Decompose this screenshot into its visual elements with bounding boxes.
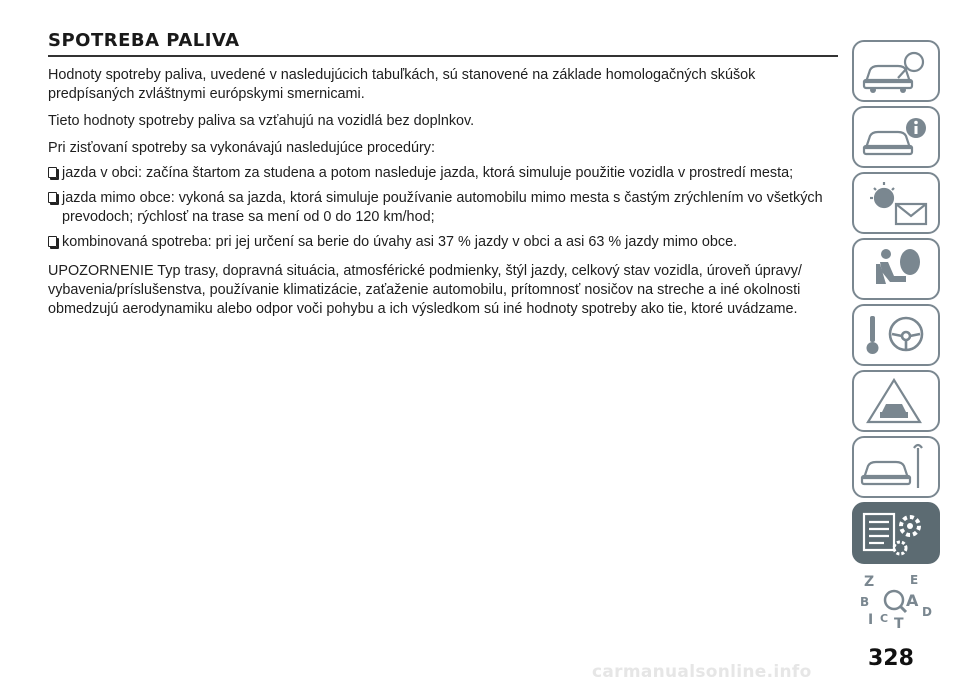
index-letter: Z: [864, 574, 875, 590]
list-gears-icon: [854, 504, 938, 562]
alphabet-index-icon: [854, 570, 938, 628]
index-letter: D: [922, 605, 932, 619]
chapter-tab-technical-data[interactable]: [852, 502, 940, 564]
chapter-tab-dashboard[interactable]: [852, 40, 940, 102]
car-info-icon: [854, 108, 938, 166]
index-letter: A: [906, 591, 919, 610]
index-letter: I: [868, 612, 874, 628]
warning-light-envelope-icon: [854, 174, 938, 232]
chapter-tab-emergency[interactable]: [852, 370, 940, 432]
seat-airbag-icon: [854, 240, 938, 298]
procedures-paragraph: Pri zisťovaní spotreby sa vykonávajú nasledujúce procedúry:: [48, 140, 435, 156]
chapter-tab-starting-driving[interactable]: [852, 304, 940, 366]
car-search-icon: [854, 42, 938, 100]
chapter-tab-maintenance[interactable]: [852, 436, 940, 498]
chapter-tab-index[interactable]: [852, 568, 940, 630]
procedure-list: [48, 164, 838, 252]
chapter-tab-warnings[interactable]: [852, 172, 940, 234]
section-title: SPOTREBA PALIVA: [48, 30, 838, 57]
checkbox-bullet-icon: [48, 167, 57, 178]
warning-note: UPOZORNENIE Typ trasy, dopravná situácia, atmosférické podmienky, štýl jazdy, celkový stav vozidla, úroveň úpravy/ vybavenia/príslušenstva, používanie klimatizácie, zaťaženie automobilu, prítomnosť nosičov na streche a iné okolnosti obmedzujú aerodynamiku alebo odpor voči pohybu a ich výsledkom sú iné hodnoty spotreby ako tie, ktoré uvádzame.: [48, 263, 802, 317]
watermark: carmanualsonline.info: [592, 662, 812, 682]
scope-paragraph: Tieto hodnoty spotreby paliva sa vzťahujú na vozidlá bez doplnkov.: [48, 113, 475, 129]
list-item: [48, 233, 838, 252]
index-letter: T: [894, 616, 904, 628]
chapter-tab-getting-to-know[interactable]: [852, 106, 940, 168]
list-item: [48, 164, 838, 183]
car-wrench-icon: [854, 438, 938, 496]
list-item-text: jazda mimo obce: vykoná sa jazda, ktorá simuluje používanie automobilu mimo mesta s častým zrýchlením vo všetkých prevodoch; rýchlosť na trase sa mení od 0 do 120 km/hod;: [62, 190, 823, 225]
list-item-text: kombinovaná spotreba: pri jej určení sa berie do úvahy asi 37 % jazdy v obci a asi 63 % jazdy mimo obce.: [62, 234, 738, 250]
chapter-tab-safety[interactable]: [852, 238, 940, 300]
index-letter: E: [910, 573, 919, 587]
list-item-text: jazda v obci: začína štartom za studena a potom nasleduje jazda, ktorá simuluje použitie vozidla v prostredí mesta;: [62, 165, 794, 181]
page-number: 328: [868, 646, 914, 671]
intro-paragraph: Hodnoty spotreby paliva, uvedené v nasledujúcich tabuľkách, sú stanovené na základe homologačných skúšok predpísaných zvláštnymi európskymi smernicami.: [48, 67, 756, 102]
checkbox-bullet-icon: [48, 192, 57, 203]
list-item: [48, 189, 838, 227]
key-steering-wheel-icon: [854, 306, 938, 364]
main-content: [48, 30, 838, 319]
checkbox-bullet-icon: [48, 236, 57, 247]
index-letter: B: [860, 595, 870, 609]
warning-triangle-car-icon: [854, 372, 938, 430]
index-letter: C: [880, 612, 889, 625]
